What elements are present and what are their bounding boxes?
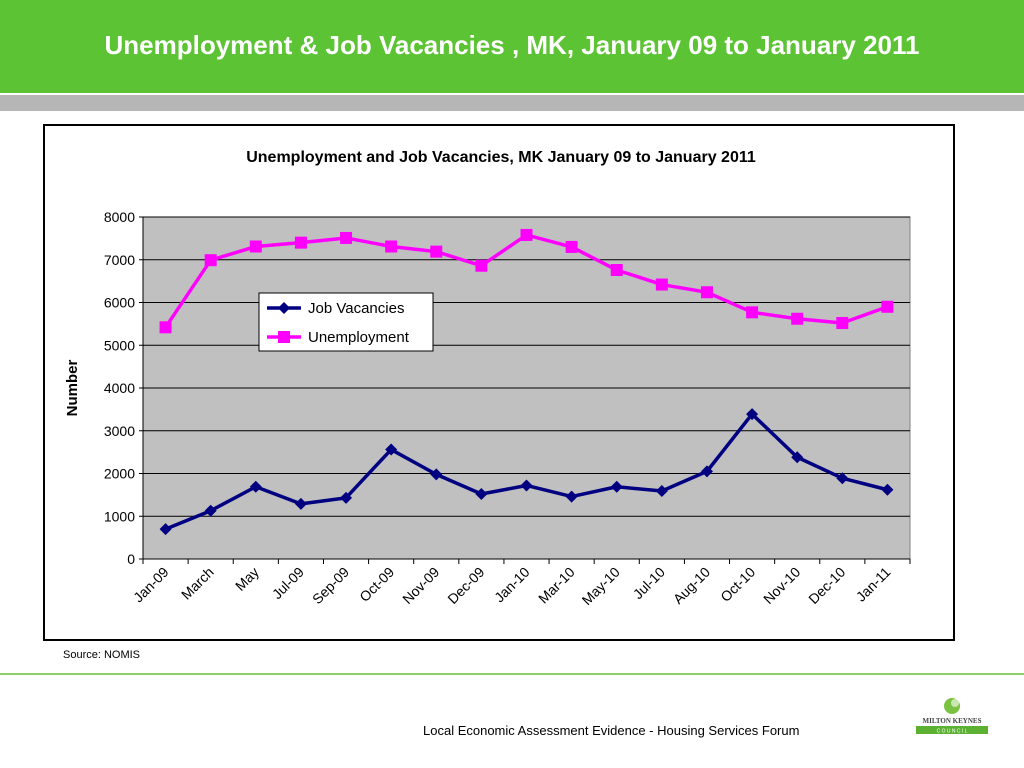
y-tick-label: 6000 xyxy=(103,294,135,311)
x-tick-label: Jul-10 xyxy=(629,563,668,603)
data-point xyxy=(566,241,578,253)
x-tick-label: Jan-10 xyxy=(491,563,533,606)
x-tick-label: Nov-10 xyxy=(760,563,804,608)
y-tick-label: 8000 xyxy=(103,209,135,225)
council-logo xyxy=(912,695,992,737)
data-point xyxy=(475,260,487,272)
data-point xyxy=(521,229,533,241)
legend-label: Unemployment xyxy=(308,329,409,346)
data-point xyxy=(430,246,442,258)
x-tick-label: Sep-09 xyxy=(308,563,353,608)
chart-title: Unemployment and Job Vacancies, MK January 09 to January 2011 xyxy=(246,149,756,166)
data-point xyxy=(295,237,307,249)
x-tick-label: Aug-10 xyxy=(669,563,714,608)
x-tick-label: Dec-09 xyxy=(444,563,488,608)
data-point xyxy=(340,232,352,244)
legend-swatch-marker xyxy=(278,331,290,343)
data-point xyxy=(611,264,623,276)
y-tick-label: 7000 xyxy=(103,251,135,268)
y-axis-label: Number xyxy=(64,359,81,417)
y-tick-label: 5000 xyxy=(103,337,135,354)
x-tick-label: Oct-10 xyxy=(717,563,759,605)
footer-text: Local Economic Assessment Evidence - Housing Services Forum xyxy=(423,723,800,738)
y-tick-label: 2000 xyxy=(103,465,135,482)
data-point xyxy=(656,279,668,291)
slide-title: Unemployment & Job Vacancies , MK, January 09 to January 2011 xyxy=(104,30,920,60)
divider-bar xyxy=(0,95,1024,111)
x-tick-label: Oct-09 xyxy=(356,563,398,605)
x-tick-label: Nov-09 xyxy=(399,563,443,608)
y-tick-label: 3000 xyxy=(103,422,135,439)
x-tick-label: May xyxy=(231,563,262,594)
y-tick-label: 4000 xyxy=(103,380,135,396)
logo-emblem-highlight xyxy=(951,699,959,707)
source-note: Source: NOMIS xyxy=(63,649,141,661)
x-tick-label: Mar-10 xyxy=(535,563,578,607)
data-point xyxy=(385,240,397,252)
x-tick-label: Jul-09 xyxy=(268,563,308,603)
x-tick-label: Jan-09 xyxy=(130,563,172,606)
x-tick-label: Jan-11 xyxy=(852,563,894,605)
legend-label: Job Vacancies xyxy=(308,300,405,317)
chart-frame xyxy=(43,124,955,641)
data-point xyxy=(791,313,803,325)
data-point xyxy=(160,321,172,333)
x-tick-label: May-10 xyxy=(578,563,623,609)
data-point xyxy=(205,254,217,266)
data-point xyxy=(701,286,713,298)
y-tick-label: 0 xyxy=(127,551,135,567)
data-point xyxy=(881,301,893,313)
title-banner xyxy=(0,0,1024,93)
data-point xyxy=(746,306,758,318)
data-point xyxy=(250,240,262,252)
x-tick-label: March xyxy=(177,563,217,603)
logo-subtext: C O U N C I L xyxy=(936,728,968,735)
logo-text: MILTON KEYNES xyxy=(922,717,982,725)
x-tick-label: Dec-10 xyxy=(805,563,849,608)
data-point xyxy=(836,317,848,329)
footer-divider xyxy=(0,673,1024,675)
y-tick-label: 1000 xyxy=(103,508,135,525)
line-chart xyxy=(45,126,957,643)
